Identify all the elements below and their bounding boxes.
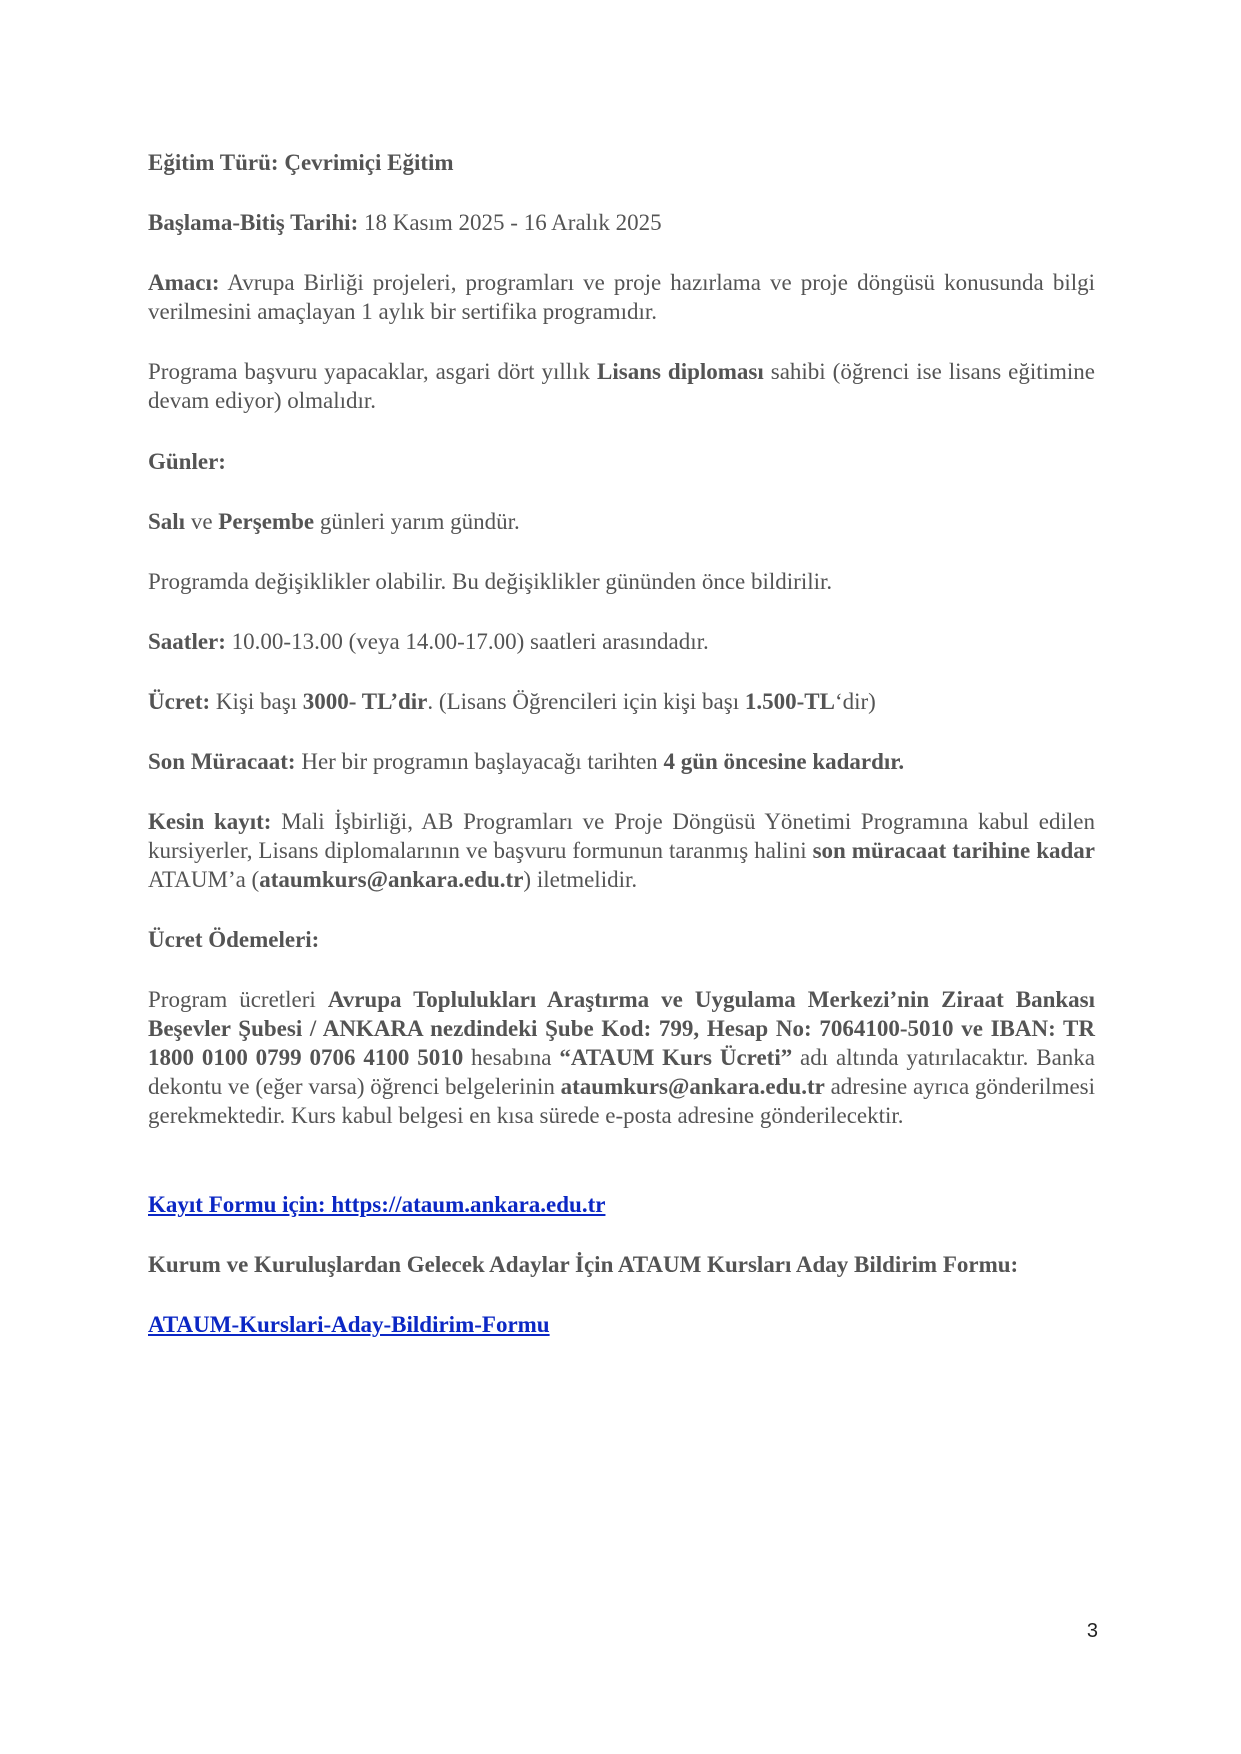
days-heading — [148, 447, 1095, 476]
payments-text-3: adı altında yatırılacaktır. Banka dekontu ve (eğer varsa) öğrenci belgelerinin — [148, 1045, 1095, 1099]
deadline-bold: 4 gün öncesine kadardır. — [663, 749, 905, 774]
payments-text-1: Program ücretleri — [148, 987, 328, 1012]
days-connector: ve — [185, 509, 219, 534]
date-range-label: Başlama-Bitiş Tarihi: — [148, 210, 359, 235]
payment-reference: “ATAUM Kurs Ücreti” — [559, 1045, 793, 1070]
purpose-text: Avrupa Birliği projeleri, programları ve proje hazırlama ve proje döngüsü konusunda bilgi verilmesini amaçlayan 1 aylık bir sertifika programıdır. — [148, 270, 1095, 324]
registration-form-link[interactable]: Kayıt Formu için: https://ataum.ankara.edu.tr — [148, 1192, 606, 1217]
candidate-form-link[interactable]: ATAUM-Kurslari-Aday-Bildirim-Formu — [148, 1312, 550, 1337]
final-registration-text-2: ATAUM’a ( — [148, 867, 260, 892]
payments-text-4: adresine ayrıca gönderilmesi gerekmektedir. Kurs kabul belgesi en kısa sürede e-posta adresine gönderilecektir. — [148, 1074, 1096, 1128]
fee-text-3: ‘dir) — [834, 689, 876, 714]
final-registration-bold-1: son müracaat tarihine kadar — [812, 838, 1095, 863]
candidate-form-line — [148, 1310, 1095, 1339]
payments-email: ataumkurs@ankara.edu.tr — [560, 1074, 825, 1099]
final-registration-email: ataumkurs@ankara.edu.tr — [259, 867, 524, 892]
final-registration-paragraph — [148, 807, 1095, 894]
fee-text-1: Kişi başı — [210, 689, 303, 714]
fee-text-2: . (Lisans Öğrencileri için kişi başı — [427, 689, 745, 714]
application-text-2: sahibi (öğrenci ise lisans eğitimine devam ediyor) olmalıdır. — [148, 359, 1096, 413]
bank-details: Avrupa Toplulukları Araştırma ve Uygulama Merkezi’nin Ziraat Bankası Beşevler Şubesi / ANKARA nezdindeki Şube Kod: 799, Hesap No: 7064100-5010 ve IBAN: TR 1800 0100 0799 0706 4100 5010 — [148, 987, 1095, 1070]
registration-form-line — [148, 1190, 1095, 1219]
purpose-label: Amacı: — [148, 270, 220, 295]
payments-paragraph — [148, 985, 1095, 1130]
days-heading-text: Günler: — [148, 449, 226, 474]
page-number: 3 — [1086, 1620, 1098, 1642]
payments-text-2: hesabına — [463, 1045, 560, 1070]
hours-label: Saatler: — [148, 629, 226, 654]
changes-note-text: Programda değişiklikler olabilir. Bu değişiklikler gününden önce bildirilir. — [148, 569, 833, 594]
date-range-value: 18 Kasım 2025 - 16 Aralık 2025 — [358, 210, 662, 235]
purpose-paragraph — [148, 268, 1095, 326]
institution-heading — [148, 1250, 1095, 1279]
hours-line — [148, 627, 1095, 656]
application-text-1: Programa başvuru yapacaklar, asgari dört yıllık — [148, 359, 598, 384]
fee-line — [148, 687, 1095, 716]
institution-heading-text: Kurum ve Kuruluşlardan Gelecek Adaylar İçin ATAUM Kursları Aday Bildirim Formu: — [148, 1252, 1019, 1277]
final-registration-label: Kesin kayıt: — [148, 809, 272, 834]
education-type-line — [148, 148, 1095, 177]
fee-amount: 3000- TL’dir — [302, 689, 428, 714]
student-fee-amount: 1.500-TL — [744, 689, 835, 714]
application-paragraph — [148, 357, 1095, 415]
final-registration-text-3: ) iletmelidir. — [523, 867, 638, 892]
days-line — [148, 507, 1095, 536]
hours-value: 10.00-13.00 (veya 14.00-17.00) saatleri arasındadır. — [225, 629, 709, 654]
deadline-text: Her bir programın başlayacağı tarihten — [295, 749, 664, 774]
education-type-label: Eğitim Türü: — [148, 150, 279, 175]
day-tuesday: Salı — [148, 509, 186, 534]
changes-note — [148, 567, 1095, 596]
day-thursday: Perşembe — [218, 509, 315, 534]
education-type-value: Çevrimiçi Eğitim — [284, 150, 454, 175]
days-text: günleri yarım gündür. — [314, 509, 520, 534]
deadline-line — [148, 747, 1095, 776]
date-range-line — [148, 208, 1095, 237]
fee-label: Ücret: — [148, 689, 211, 714]
deadline-label: Son Müracaat: — [148, 749, 296, 774]
payments-heading — [148, 925, 1095, 954]
final-registration-text-1: Mali İşbirliği, AB Programları ve Proje Döngüsü Yönetimi Programına kabul edilen kursiyerler, Lisans diplomalarının ve başvuru formunun taranmış halini — [148, 809, 1095, 863]
payments-heading-text: Ücret Ödemeleri: — [148, 927, 320, 952]
application-bold: Lisans diploması — [597, 359, 764, 384]
